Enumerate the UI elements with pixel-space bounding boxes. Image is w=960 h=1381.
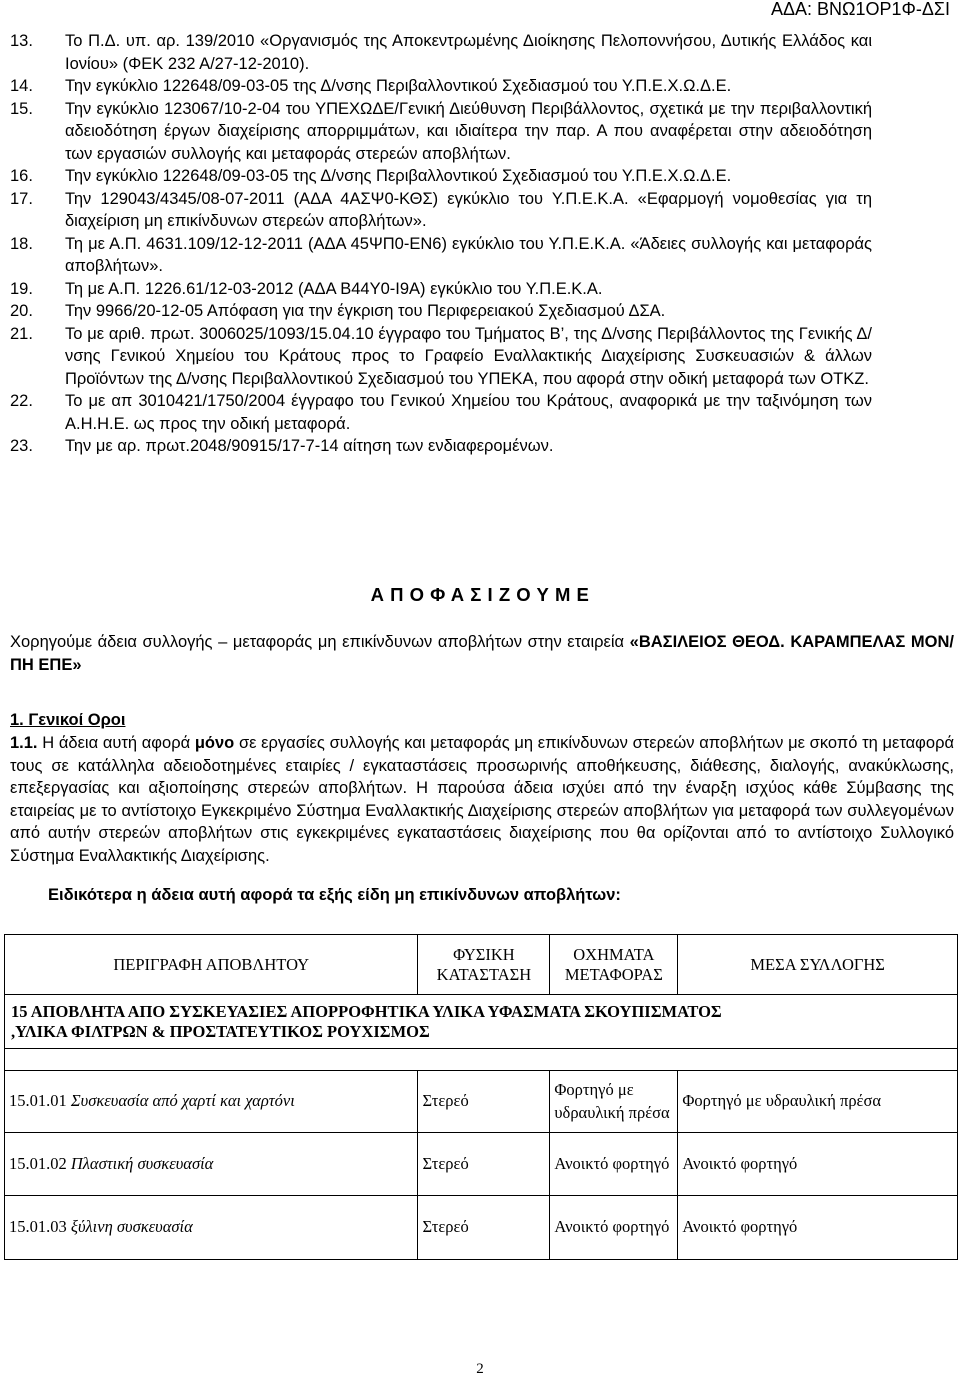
reference-item	[10, 75, 872, 98]
company-name: «ΒΑΣΙΛΕΙΟΣ ΘΕΟΔ. ΚΑΡΑΜΠΕΛΑΣ ΜΟΝ/ΠΗ ΕΠΕ»	[10, 633, 954, 674]
reference-item	[10, 233, 872, 278]
section-title: 1. Γενικοί Οροι	[10, 711, 126, 729]
grant-paragraph	[10, 631, 954, 676]
reference-text: Την με αρ. πρωτ.2048/90915/17-7-14 αίτηση των ενδιαφερομένων.	[65, 437, 554, 455]
reference-number: 20.	[10, 302, 33, 320]
reference-number: 18.	[10, 234, 33, 253]
reference-number: 17.	[10, 189, 33, 208]
reference-item	[10, 278, 872, 301]
reference-item	[10, 188, 872, 233]
column-header-means: ΜΕΣΑ ΣΥΛΛΟΓΗΣ	[678, 935, 958, 995]
reference-text: Τη με Α.Π. 4631.109/12-12-2011 (ΑΔΑ 45ΨΠ0-ΕΝ6) εγκύκλιο του Υ.Π.Ε.Κ.Α. «Άδειες συλλογής και μεταφοράς αποβλήτων».	[65, 234, 872, 275]
waste-code: 15.01.01	[9, 1091, 67, 1111]
reference-text: Την εγκύκλιο 122648/09-03-05 της Δ/νσης Περιβαλλοντικού Σχεδιασμού του Υ.Π.Ε.Χ.Ω.Δ.Ε.	[65, 77, 732, 95]
reference-item	[10, 300, 872, 323]
reference-number: 13.	[10, 32, 33, 50]
reference-text: Την εγκύκλιο 122648/09-03-05 της Δ/νσης Περιβαλλοντικού Σχεδιασμού του Υ.Π.Ε.Χ.Ω.Δ.Ε.	[65, 167, 732, 185]
reference-text: Το με απ 3010421/1750/2004 έγγραφο του Γενικού Χημείου του Κράτους, αναφορικά με την ταξινόμηση των Α.Η.Η.Ε. ως προς την οδική μεταφορά.	[65, 392, 872, 433]
reference-item	[10, 435, 872, 458]
physical-state: Στερεό	[418, 1196, 550, 1260]
waste-description: ξύλινη συσκευασία	[70, 1217, 193, 1237]
term-text-rest: σε εργασίες συλλογής και μεταφοράς μη επικίνδυνων στερεών αποβλήτων με σκοπό τη μεταφορά τους σε κατάλληλα αδειοδοτημένες εταιρίες / εγκαταστάσεις προσωρινής αποθήκευσης, διάθεσης, διαλογής, ανακύκλωσης, επεξεργασίας και αξιοποίησης στερεών αποβλήτων. Η παρούσα άδεια ισχύει από την έναρξη ισχύος κάθε Σύμβασης της εταιρείας με το αντίστοιχο Εγκεκριμένο Σύστημα Εναλλακτικής Διαχείρισης στερεών αποβλήτων για μεταφορά των συλλεγομένων από αυτήν στερεών αποβλήτων στις εγκεκριμένες εγκαταστάσεις διαχείρισης που θα ορίζονται από το αντίστοιχο Συλλογικό Σύστημα Εναλλακτικής Διαχείρισης.	[10, 734, 954, 865]
reference-item	[10, 30, 872, 75]
page-number: 2	[476, 1361, 484, 1377]
reference-number: 23.	[10, 437, 33, 455]
reference-item	[10, 390, 872, 435]
term-emphasis: μόνο	[194, 734, 235, 752]
physical-state: Στερεό	[418, 1071, 550, 1133]
term-text-start: Η άδεια αυτή αφορά	[37, 734, 195, 752]
collection-means: Ανοικτό φορτηγό	[678, 1133, 958, 1196]
reference-text: Τη με Α.Π. 1226.61/12-03-2012 (ΑΔΑ Β44Υ0-Ι9Α) εγκύκλιο του Υ.Π.Ε.Κ.Α.	[65, 279, 603, 298]
reference-text: Την 9966/20-12-05 Απόφαση για την έγκριση του Περιφερειακού Σχεδιασμού ΔΣΑ.	[65, 302, 666, 320]
transport-vehicles: Ανοικτό φορτηγό	[550, 1196, 678, 1260]
reference-item	[10, 165, 872, 188]
general-terms-paragraph	[10, 732, 954, 867]
column-header-description: ΠΕΡΙΓΡΑΦΗ ΑΠΟΒΛΗΤΟΥ	[5, 935, 418, 995]
waste-description-cell	[5, 1071, 418, 1133]
reference-item	[10, 98, 872, 166]
reference-text: Το με αριθ. πρωτ. 3006025/1093/15.04.10 έγγραφο του Τμήματος Β’, της Δ/νσης Περιβάλλοντος της Γενικής Δ/νσης Γενικού Χημείου του Κράτους προς το Γραφείο Εναλλακτικής Διαχείρισης Συσκευασιών & άλλων Προϊόντων της Δ/νσης Περιβαλλοντικού Σχεδιασμού του ΥΠΕΚΑ, που αφορά στην οδική μεταφορά των ΟΤΚΖ.	[65, 324, 872, 388]
table-header-row	[5, 935, 958, 995]
references-list	[10, 30, 872, 458]
reference-number: 15.	[10, 99, 33, 118]
spacer-cell	[5, 1049, 958, 1071]
column-header-state: ΦΥΣΙΚΗ ΚΑΤΑΣΤΑΣΗ	[418, 935, 550, 995]
reference-text: Το Π.Δ. υπ. αρ. 139/2010 «Οργανισμός της Αποκεντρωμένης Διοίκησης Πελοποννήσου, Δυτικής Ελλάδος και Ιονίου» (ΦΕΚ 232 Α/27-12-2010).	[65, 32, 872, 73]
column-header-vehicles: ΟΧΗΜΑΤΑ ΜΕΤΑΦΟΡΑΣ	[550, 935, 678, 995]
reference-number: 21.	[10, 324, 33, 343]
collection-means: Φορτηγό με υδραυλική πρέσα	[678, 1071, 958, 1133]
table-spacer-row	[5, 1049, 958, 1071]
table-row	[5, 1133, 958, 1196]
waste-description-cell	[5, 1196, 418, 1260]
waste-description: Συσκευασία από χαρτί και χαρτόνι	[70, 1091, 295, 1111]
collection-means: Ανοικτό φορτηγό	[678, 1196, 958, 1260]
reference-text: Την εγκύκλιο 123067/10-2-04 του ΥΠΕΧΩΔΕ/Γενική Διεύθυνση Περιβάλλοντος, σχετικά με την περιβαλλοντική αδειοδότηση έργων διαχείρισης απορριμμάτων, και ιδιαίτερα την παρ. Α που αναφέρεται στην αδειοδότηση των εργασιών συλλογής και μεταφοράς στερεών αποβλήτων.	[65, 99, 872, 163]
reference-text: Την 129043/4345/08-07-2011 (ΑΔΑ 4ΑΣΨ0-ΚΘΣ) εγκύκλιο του Υ.Π.Ε.Κ.Α. «Εφαρμογή νομοθεσίας για τη διαχείριση μη επικίνδυνων στερεών αποβλήτων».	[65, 189, 872, 230]
reference-number: 22.	[10, 392, 33, 410]
waste-code: 15.01.02	[9, 1153, 67, 1173]
reference-number: 14.	[10, 77, 33, 95]
waste-table	[4, 934, 958, 1260]
grant-text: Χορηγούμε άδεια συλλογής – μεταφοράς μη επικίνδυνων αποβλήτων στην εταιρεία	[10, 633, 630, 651]
table-row	[5, 1196, 958, 1260]
term-number: 1.1.	[10, 734, 38, 752]
waste-group-title: 15 ΑΠΟΒΛΗΤΑ ΑΠΟ ΣΥΣΚΕΥΑΣΙΕΣ ΑΠΟΡΡΟΦΗΤΙΚΑ ΥΛΙΚΑ ΥΦΑΣΜΑΤΑ ΣΚΟΥΠΙΣΜΑΤΟΣ ,ΥΛΙΚΑ ΦΙΛΤΡΩΝ & ΠΡΟΣΤΑΤΕΥΤΙΚΟΣ ΡΟΥΧΙΣΜΟΣ	[5, 995, 958, 1049]
ada-identifier: ΑΔΑ: ΒΝΩ1ΟΡ1Φ-ΔΣΙ	[770, 0, 950, 19]
transport-vehicles: Φορτηγό με υδραυλική πρέσα	[550, 1071, 678, 1133]
waste-types-intro: Ειδικότερα η άδεια αυτή αφορά τα εξής είδη μη επικίνδυνων αποβλήτων:	[48, 886, 621, 904]
physical-state: Στερεό	[418, 1133, 550, 1196]
table-row	[5, 1071, 958, 1133]
waste-description: Πλαστική συσκευασία	[70, 1153, 214, 1173]
table-group-row	[5, 995, 958, 1049]
reference-number: 16.	[10, 167, 33, 185]
decision-heading: Α Π Ο Φ Α Σ Ι Ζ Ο Υ Μ Ε	[370, 584, 590, 605]
reference-item	[10, 323, 872, 391]
waste-description-cell	[5, 1133, 418, 1196]
transport-vehicles: Ανοικτό φορτηγό	[550, 1133, 678, 1196]
reference-number: 19.	[10, 279, 33, 298]
waste-code: 15.01.03	[9, 1217, 67, 1237]
